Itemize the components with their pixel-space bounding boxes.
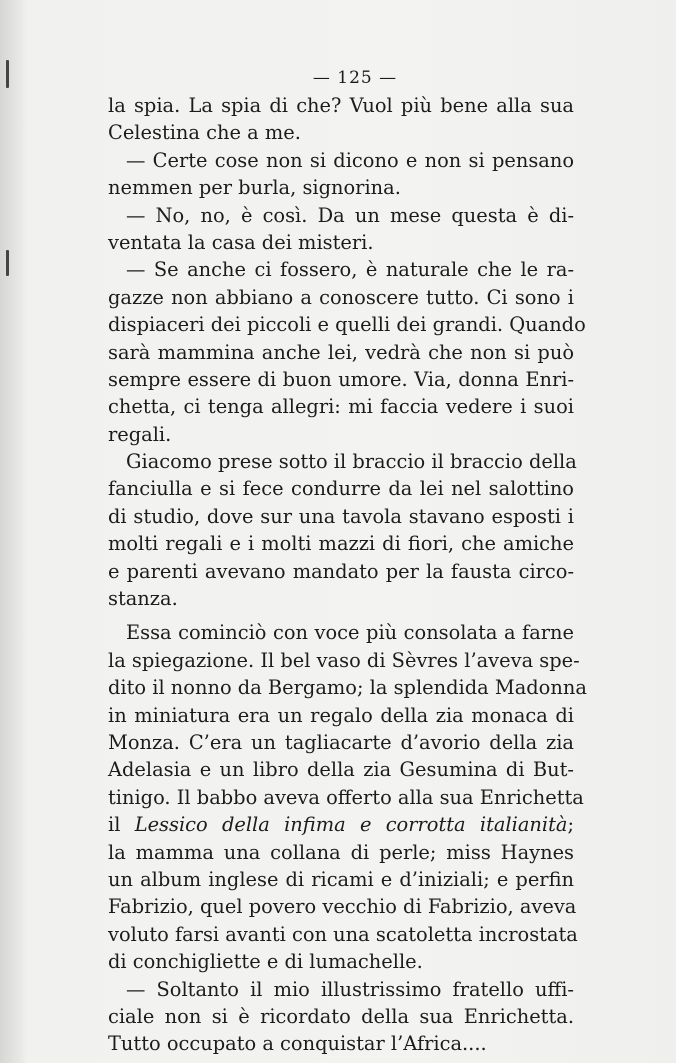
text-line: — Certe cose non si dicono e non si pensano <box>126 148 574 172</box>
text-line: Essa cominciò con voce più consolata a farne <box>126 621 574 645</box>
text-line: la spiegazione. Il bel vaso di Sèvres l’aveva spe- <box>108 648 580 672</box>
text-line: la mamma una collana di perle; miss Haynes <box>108 840 574 864</box>
text-line: ciale non si è ricordato della sua Enrichetta. <box>108 1004 574 1028</box>
lessico-prefix: il <box>108 813 135 837</box>
text-line: Adelasia e un libro della zia Gesumina di But- <box>108 758 574 782</box>
text-line: voluto farsi avanti con una scatoletta incrostata <box>108 922 578 946</box>
text-line: gazze non abbiano a conoscere tutto. Ci sono i <box>108 285 574 309</box>
body-text <box>108 92 587 1058</box>
text-line: sarà mammina anche lei, vedrà che non si può <box>108 340 574 364</box>
text-line: regali. <box>108 422 172 446</box>
text-line-lessico <box>108 811 574 838</box>
text-line: Monza. C’era un tagliacarte d’avorio della zia <box>108 730 574 754</box>
text-line: tinigo. Il babbo aveva offerto alla sua Enrichetta <box>108 785 584 809</box>
text-line: Tutto occupato a conquistar l’Africa.... <box>108 1032 487 1056</box>
text-line: Fabrizio, quel povero vecchio di Fabrizio, aveva <box>108 895 577 919</box>
text-line: molti regali e i molti mazzi di fiori, che amiche <box>108 532 574 556</box>
text-line: nemmen per burla, signorina. <box>108 176 401 200</box>
page-number: — 125 — <box>312 68 398 88</box>
text-line: fanciulla e si fece condurre da lei nel salottino <box>108 477 574 501</box>
margin-mark <box>6 250 9 276</box>
text-line: dito il nonno da Bergamo; la splendida Madonna <box>108 676 587 700</box>
text-line: chetta, ci tenga allegri: mi faccia vedere i suoi <box>108 395 574 419</box>
page-gutter <box>0 0 26 1063</box>
text-line: Celestina che a me. <box>108 121 301 145</box>
book-title-italic: Lessico della infima e corrotta italianità <box>134 813 568 837</box>
text-line: — Soltanto il mio illustrissimo fratello uffi- <box>126 977 574 1001</box>
text-line: stanza. <box>108 587 178 611</box>
text-line: la spia. La spia di che? Vuol più bene alla sua <box>108 94 574 117</box>
text-line: e parenti avevano mandato per la fausta circo- <box>108 559 574 583</box>
text-line: di conchigliette e di lumachelle. <box>108 950 423 974</box>
text-line: ventata la casa dei misteri. <box>108 230 374 254</box>
text-line: — Se anche ci fossero, è naturale che le ra- <box>126 258 574 282</box>
text-line: sempre essere di buon umore. Via, donna Enri- <box>108 367 574 391</box>
text-line: dispiaceri dei piccoli e quelli dei grandi. Quando <box>108 313 586 337</box>
lessico-suffix: ; <box>567 813 574 837</box>
text-line: un album inglese di ricami e d’iniziali; e perfin <box>108 867 574 891</box>
text-line: di studio, dove sur una tavola stavano esposti i <box>108 504 574 528</box>
text-line: — No, no, è così. Da un mese questa è di- <box>126 203 574 227</box>
text-line: in miniatura era un regalo della zia monaca di <box>108 703 574 727</box>
text-line: Giacomo prese sotto il braccio il braccio della <box>126 450 577 474</box>
